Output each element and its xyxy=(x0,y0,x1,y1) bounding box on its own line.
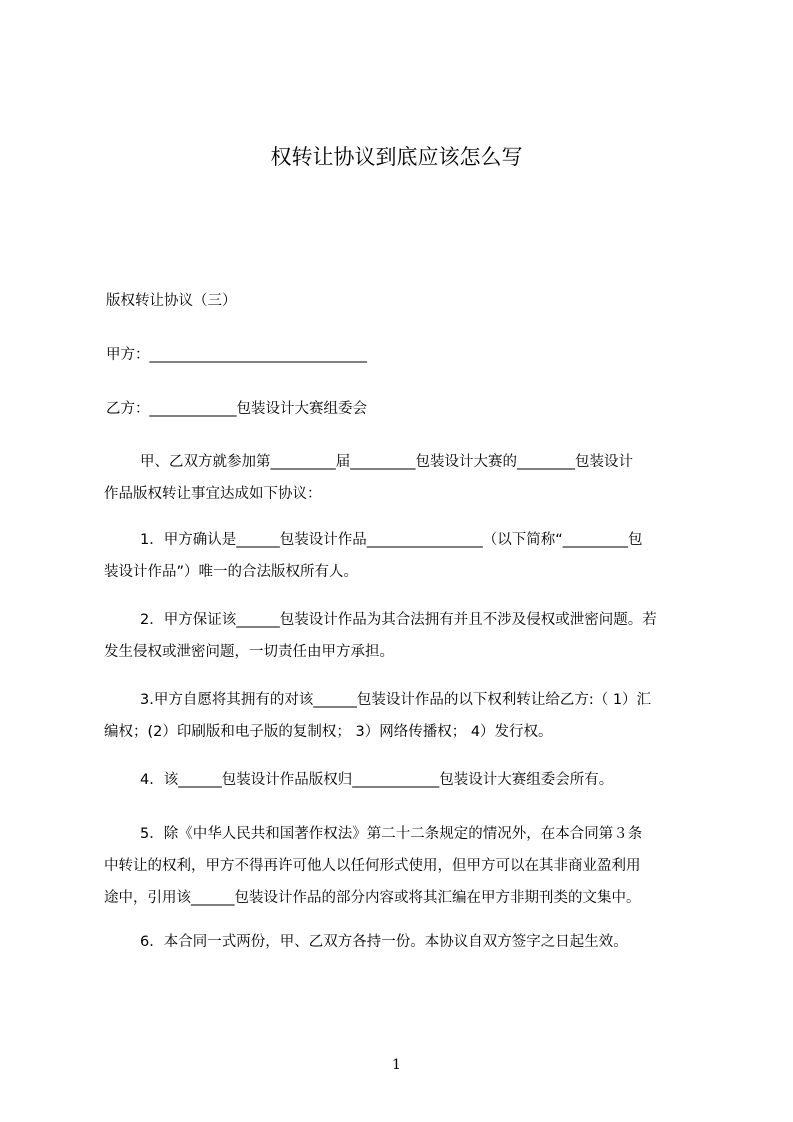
page-title: 权转让协议到底应该怎么写 xyxy=(270,145,523,169)
intro-paragraph xyxy=(106,446,706,510)
party-b-line: 乙方：____________包装设计大赛组委会 xyxy=(106,401,367,417)
intro-line: 甲、乙双方就参加第_________届_________包装设计大赛的________包装设计 xyxy=(140,454,633,470)
agreement-subtitle: 版权转让协议（三） xyxy=(106,293,237,309)
clause-6 xyxy=(106,926,706,958)
clause-line: 4．该______包装设计作品版权归____________包装设计大赛组委会所有。 xyxy=(140,772,614,788)
clause-line: 装设计作品”）唯一的合法版权所有人。 xyxy=(104,564,359,580)
clause-line: 6．本合同一式两份，甲、乙双方各持一份。本协议自双方签字之日起生效。 xyxy=(140,934,628,950)
clause-line: 发生侵权或泄密问题，一切责任由甲方承担。 xyxy=(104,644,394,660)
clause-line: 5．除《中华人民共和国著作权法》第二十二条规定的情况外，在本合同第３条 xyxy=(140,826,643,842)
clause-2 xyxy=(106,604,706,668)
clause-line: 3.甲方自愿将其拥有的对该______包装设计作品的以下权利转让给乙方:（ 1）汇 xyxy=(140,692,652,708)
clause-line: 编权；(2）印刷版和电子版的复制权； 3）网络传播权； 4）发行权。 xyxy=(104,724,553,740)
clause-3 xyxy=(106,684,706,748)
clause-line: 途中，引用该______包装设计作品的部分内容或将其汇编在甲方非期刊类的文集中。 xyxy=(104,890,641,906)
clause-4 xyxy=(106,764,706,796)
clause-1 xyxy=(106,524,706,588)
party-a-line: 甲方：______________________________ xyxy=(106,347,367,363)
page-number: 1 xyxy=(392,1057,401,1073)
intro-line: 作品版权转让事宜达成如下协议： xyxy=(104,486,322,502)
clause-5 xyxy=(106,818,706,914)
clause-line: 2．甲方保证该______包装设计作品为其合法拥有并且不涉及侵权或泄密问题。若 xyxy=(140,612,657,628)
clause-line: 1．甲方确认是______包装设计作品________________（以下简称“_________包 xyxy=(140,532,643,548)
clause-line: 中转让的权利，甲方不得再许可他人以任何形式使用，但甲方可以在其非商业盈利用 xyxy=(104,858,641,874)
